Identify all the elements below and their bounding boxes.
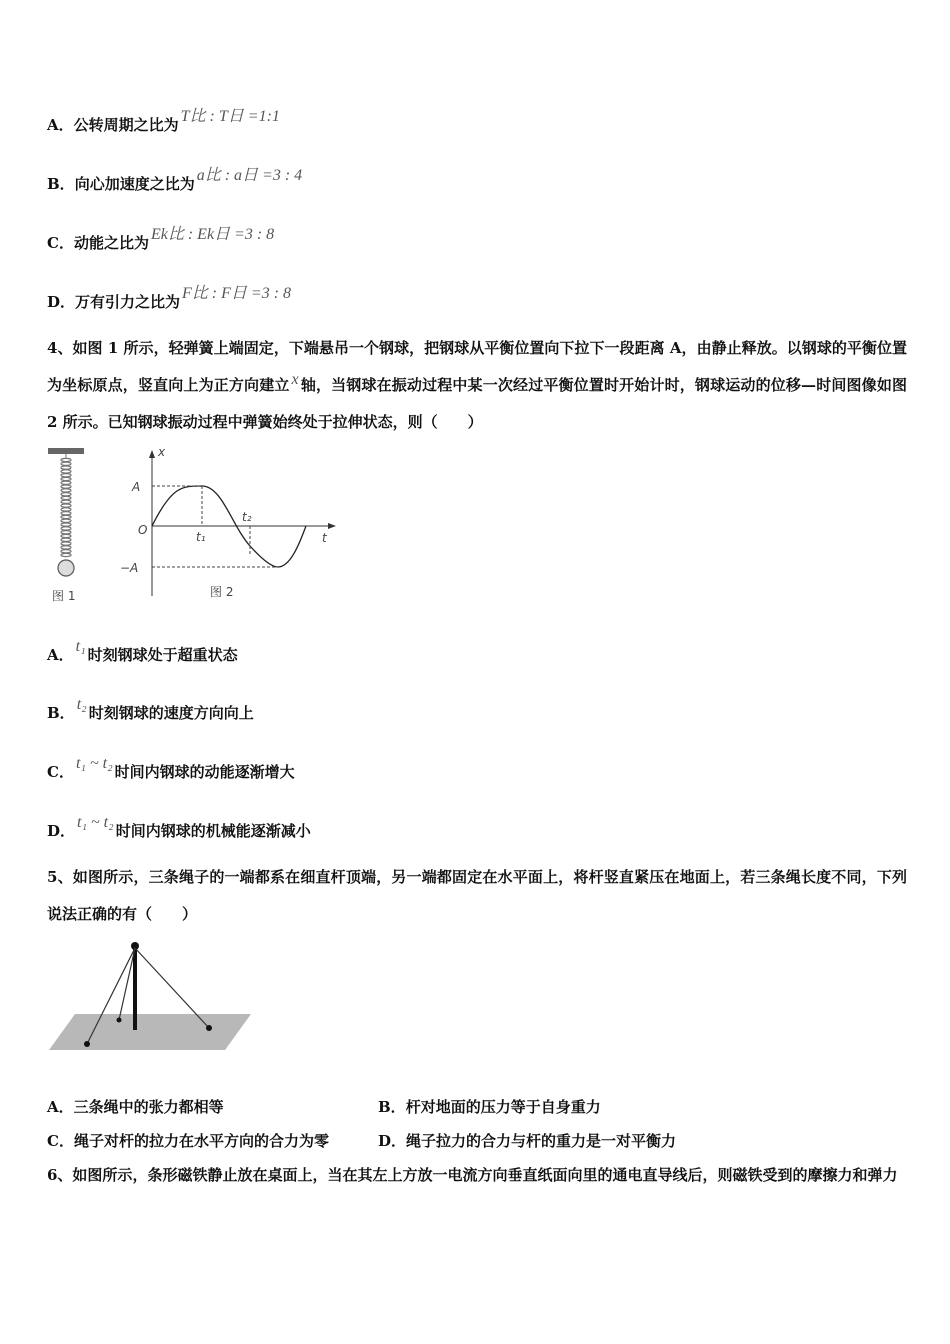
q5-option-a: A．三条绳中的张力都相等	[47, 1098, 224, 1116]
spring-coil-loop	[61, 485, 71, 488]
spring-coil-loop	[61, 493, 71, 496]
spring-coil-loop	[61, 538, 71, 541]
x-axis-arrowhead	[149, 450, 155, 458]
formula: t₁ ~ t₂	[77, 814, 114, 831]
spring-coil-loop	[61, 500, 71, 503]
t2-label: t₂	[242, 510, 252, 524]
spring-coil-loop	[61, 553, 71, 556]
spring-coil-loop	[61, 519, 71, 522]
spring-coil-loop	[61, 481, 71, 484]
spring-coil-loop	[61, 504, 71, 507]
spring-coil-loop	[61, 534, 71, 537]
formula: t₂	[76, 696, 87, 713]
q5-stem: 5、如图所示，三条绳子的一端都系在细直杆顶端，另一端都固定在水平面上，将杆竖直紧压在地面上，若三条绳长度不同，下列说法正确的有（ ）	[47, 868, 907, 923]
origin-label: O	[138, 523, 148, 537]
figure-1-caption: 图 1	[52, 589, 76, 603]
figure-2-caption: 图 2	[210, 585, 234, 599]
steel-ball	[58, 560, 74, 576]
q5-option-d: D．绳子拉力的合力与杆的重力是一对平衡力	[378, 1132, 677, 1150]
spring-coil-loop	[61, 542, 71, 545]
q3-option-a: A．公转周期之比为 T比 : T日 =1:1	[47, 108, 280, 134]
spring-coil-loop	[61, 550, 71, 553]
q3-option-c: C．动能之比为 Ek比 : Ek日 =3 : 8	[47, 226, 275, 252]
q5-option-b: B．杆对地面的压力等于自身重力	[378, 1098, 601, 1116]
formula: Ek比 : Ek日 =3 : 8	[150, 226, 275, 243]
q4-option-d: D． t₁ ~ t₂ 时间内钢球的机械能逐渐减小	[47, 814, 311, 840]
q4-option-a: A． t₁ 时刻钢球处于超重状态	[47, 638, 238, 664]
anchor-left	[84, 1041, 90, 1047]
t-axis-arrowhead	[328, 523, 336, 529]
spring-coil-loop	[61, 489, 71, 492]
ceiling-support	[48, 448, 84, 454]
neg-amplitude-label: −A	[120, 561, 139, 575]
rope-middle	[119, 948, 135, 1020]
spring-coil-loop	[61, 508, 71, 511]
q3-option-b: B．向心加速度之比为 a比 : a日 =3 : 4	[47, 167, 303, 193]
q5-option-c: C．绳子对杆的拉力在水平方向的合力为零	[47, 1132, 329, 1150]
spring-coil-loop	[61, 458, 71, 461]
anchor-right	[206, 1025, 212, 1031]
figure-2-graph	[110, 446, 350, 606]
figure-q5-rod-ropes	[45, 938, 255, 1058]
spring-coil-loop	[61, 462, 71, 465]
spring-coil-loop	[61, 515, 71, 518]
formula: t₁	[75, 638, 86, 655]
x-axis-label: x	[158, 446, 166, 459]
spring-coil-loop	[61, 527, 71, 530]
spring-coil	[61, 458, 71, 556]
t-axis-label: t	[322, 531, 327, 545]
spring-coil-loop	[61, 512, 71, 515]
figure-1-spring	[40, 448, 100, 608]
spring-coil-loop	[61, 474, 71, 477]
q4-option-c: C． t₁ ~ t₂ 时间内钢球的动能逐渐增大	[47, 755, 295, 781]
amplitude-label: A	[132, 480, 141, 494]
q4-option-b: B． t₂ 时刻钢球的速度方向向上	[47, 696, 254, 722]
spring-coil-loop	[61, 496, 71, 499]
ground-plane	[49, 1014, 251, 1050]
spring-coil-loop	[61, 466, 71, 469]
spring-coil-loop	[61, 546, 71, 549]
q6-stem: 6、如图所示，条形磁铁静止放在桌面上，当在其左上方放一电流方向垂直纸面向里的通电直导线后，则磁铁受到的摩擦力和弹力	[47, 1166, 898, 1184]
spring-coil-loop	[61, 531, 71, 534]
anchor-middle	[117, 1018, 122, 1023]
axis-variable: x	[291, 371, 299, 388]
spring-coil-loop	[61, 470, 71, 473]
formula: t₁ ~ t₂	[75, 755, 113, 772]
q3-option-d: D．万有引力之比为 F比 : F日 =3 : 8	[47, 285, 292, 311]
spring-coil-loop	[61, 477, 71, 480]
formula: a比 : a日 =3 : 4	[196, 167, 303, 184]
formula: T比 : T日 =1:1	[180, 108, 280, 125]
spring-coil-loop	[61, 523, 71, 526]
formula: F比 : F日 =3 : 8	[182, 285, 292, 302]
t1-label: t₁	[196, 530, 206, 544]
q4-stem: 4、如图 1 所示，轻弹簧上端固定，下端悬吊一个钢球，把钢球从平衡位置向下拉下一段距离 A，由静止释放。以钢球的平衡位置为坐标原点，竖直向上为正方向建立 x 轴，当钢球在振动过程中某一次经过平衡位置时开始计时，钢球运动的位移—时间图像如图 2 所示。已知钢球振动过程中弹簧始终处于拉伸状态，则（ ）	[47, 339, 907, 431]
